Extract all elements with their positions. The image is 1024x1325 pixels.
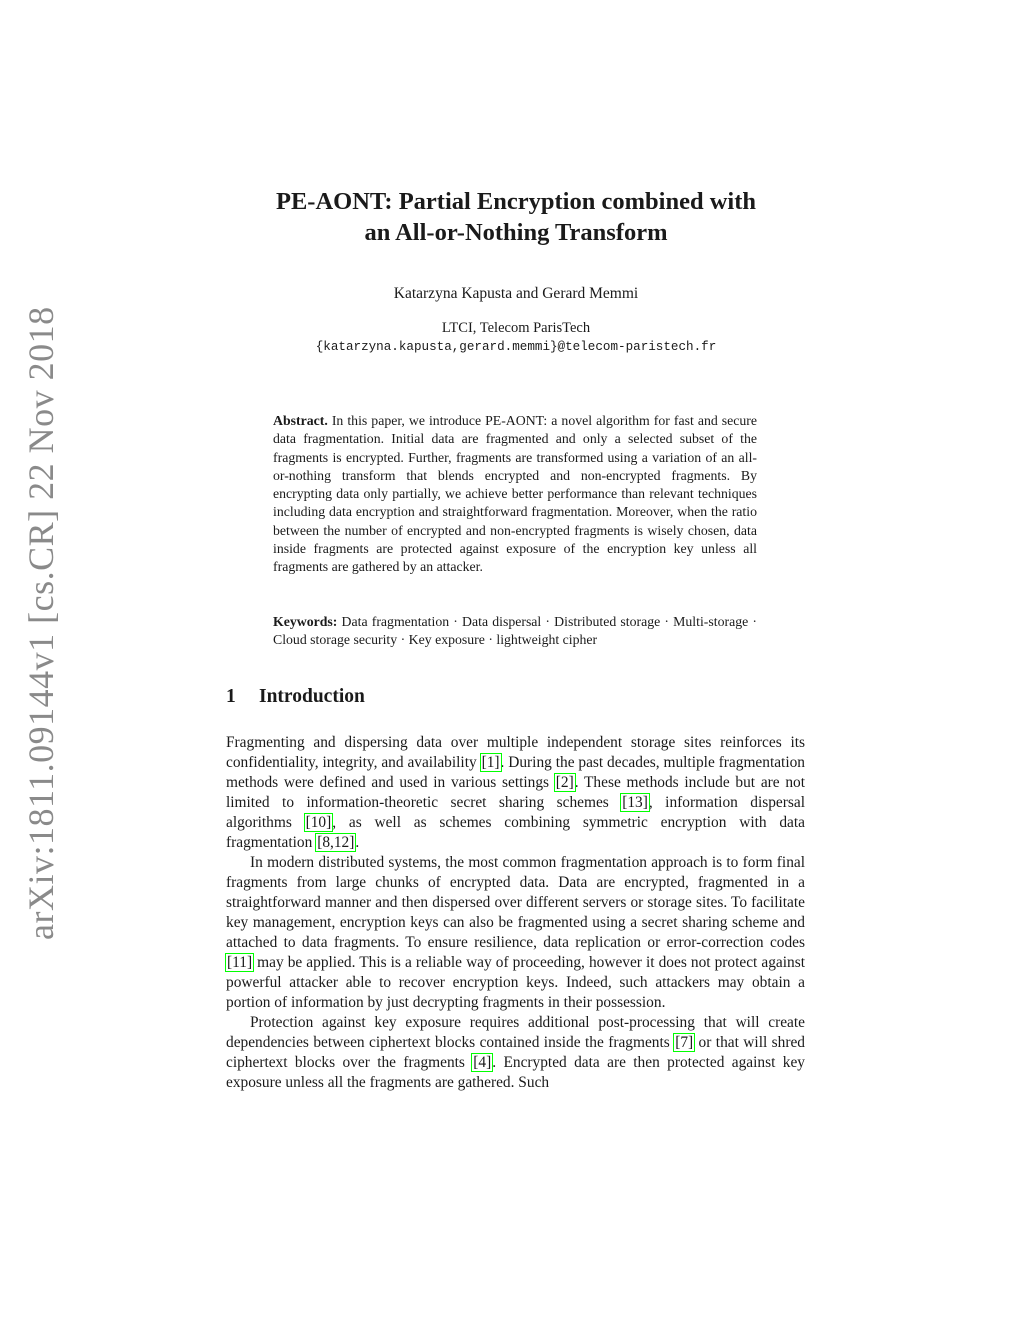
text-run: may be applied. This is a reliable way of proceeding, however it does not protect against powerful attacker able to recover encryption keys. Indeed, such attackers may obtain a portion of information by just decrypting fragments in their possession. (226, 954, 805, 1011)
arxiv-identifier-stamp: arXiv:1811.09144v1 [cs.CR] 22 Nov 2018 (21, 306, 61, 940)
paragraph (226, 733, 805, 853)
citation-link[interactable]: [11] (227, 954, 253, 971)
citation-link[interactable]: [13] (622, 794, 648, 811)
abstract (273, 412, 757, 577)
title-line-1: PE-AONT: Partial Encryption combined with (275, 188, 756, 215)
abstract-label: Abstract. (273, 413, 328, 428)
introduction-body (226, 733, 805, 1093)
text-run: Fragmenting and dispersing data over multiple independent storage sites reinforces its confidentiality, integrity, and availability (226, 734, 805, 771)
authors: Katarzyna Kapusta and Gerard Memmi (393, 285, 639, 302)
citation-link[interactable]: [1] (481, 754, 500, 771)
citation-link[interactable]: [4] (473, 1054, 492, 1071)
section-heading-introduction (226, 686, 365, 708)
text-run: . (355, 834, 360, 851)
keywords-label: Keywords: (273, 614, 338, 629)
paragraph (226, 853, 805, 1013)
keywords-text: Data fragmentation · Data dispersal · Distributed storage · Multi-storage · Cloud storage security · Key exposure · lightweight cipher (273, 614, 757, 648)
citation-link[interactable]: [2] (555, 774, 574, 791)
title-line-2: an All-or-Nothing Transform (364, 219, 668, 246)
text-run: In modern distributed systems, the most common fragmentation approach is to form final fragments from large chunks of encrypted data. Data are encrypted, fragmented in a straightforward manner and then dispersed over different servers or storage sites. To facilitate key management, encryption keys can also be fragmented using a secret sharing scheme and attached to data fragments. To ensure resilience, data replication or error-correction codes (226, 854, 805, 951)
text-run: , information dispersal algorithms (226, 794, 805, 831)
section-number: 1 (226, 686, 236, 707)
author-emails: {katarzyna.kapusta,gerard.memmi}@telecom-paristech.fr (315, 340, 717, 354)
text-run: . These methods include but are not limited to information-theoretic secret sharing schemes (226, 774, 805, 811)
keywords (273, 613, 757, 650)
abstract-text: In this paper, we introduce PE-AONT: a novel algorithm for fast and secure data fragmentation. Initial data are fragmented and only a selected subset of the fragments is encrypted. Further, fragments are transformed using a variation of an all-or-nothing transform that blends encrypted and non-encrypted fragments. By encrypting data only partially, we achieve better performance than relevant techniques including data encryption and straightforward fragmentation. Moreover, when the ratio between the number of encrypted and non-encrypted fragments is wisely chosen, data inside fragments are protected against exposure of the encryption key unless all fragments are gathered by an attacker. (273, 413, 757, 575)
affiliation: LTCI, Telecom ParisTech (441, 320, 591, 336)
paragraph (226, 1013, 805, 1093)
paper-title (226, 186, 806, 248)
section-title: Introduction (259, 686, 365, 707)
text-run: or that will shred ciphertext blocks over the fragments (226, 1034, 805, 1071)
text-run: Protection against key exposure requires additional post-processing that will create dependencies between ciphertext blocks contained inside the fragments (226, 1014, 805, 1051)
text-run: . During the past decades, multiple fragmentation methods were defined and used in various settings (226, 754, 805, 791)
citation-link[interactable]: [8,12] (317, 834, 355, 851)
citation-link[interactable]: [7] (675, 1034, 694, 1051)
text-run: , as well as schemes combining symmetric encryption with data fragmentation (226, 814, 805, 851)
citation-link[interactable]: [10] (305, 814, 332, 831)
text-run: . Encrypted data are then protected against key exposure unless all the fragments are gathered. Such (226, 1054, 805, 1091)
